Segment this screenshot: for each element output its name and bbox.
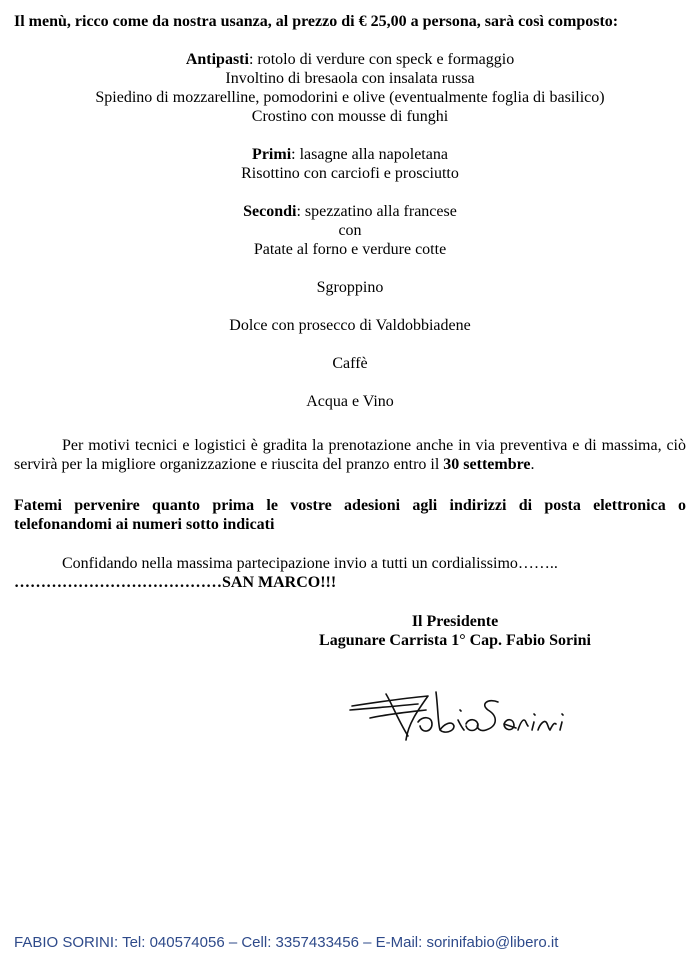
menu-item: Patate al forno e verdure cotte [253, 241, 447, 258]
menu-sgroppino: Sgroppino [316, 279, 384, 296]
signer-name: Lagunare Carrista 1° Cap. Fabio Sorini [319, 632, 591, 649]
secondi-label: Secondi [243, 203, 297, 220]
menu-acqua-vino: Acqua e Vino [306, 393, 394, 410]
menu-secondi-line [0, 202, 700, 221]
menu-item: Risottino con carciofi e prosciutto [241, 165, 459, 182]
menu-item: Crostino con mousse di funghi [251, 108, 449, 125]
primi-label: Primi [252, 146, 292, 163]
primi-first-item: : lasagne alla napoletana [291, 146, 448, 163]
booking-text: Per motivi tecnici e logistici è gradita la prenotazione anche in via preventiva e di massima, ciò servirà per la migliore organizzazione e riuscita del pranzo entro il [14, 437, 686, 473]
booking-deadline: 30 settembre [443, 456, 531, 473]
menu-item: Involtino di bresaola con insalata russa [225, 70, 475, 87]
booking-paragraph [14, 436, 686, 474]
booking-end: . [530, 456, 535, 473]
menu-antipasti-line [0, 50, 700, 69]
closing-text: Confidando nella massima partecipazione invio a tutti un cordialissimo…….. [62, 555, 558, 572]
contact-request-paragraph: Fatemi pervenire quanto prima le vostre adesioni agli indirizzi di posta elettronica o telefonandomi ai numeri sotto indicati [14, 497, 686, 533]
menu-dolce: Dolce con prosecco di Valdobbiadene [229, 317, 471, 334]
antipasti-first-item: : rotolo di verdure con speck e formaggio [248, 51, 515, 68]
closing-paragraph [14, 554, 686, 592]
menu-caffe: Caffè [332, 355, 368, 372]
handwritten-signature [348, 680, 568, 750]
signature-block [310, 612, 600, 650]
antipasti-label: Antipasti [185, 51, 249, 68]
menu-list [0, 50, 700, 411]
contact-footer: FABIO SORINI: Tel: 040574056 – Cell: 3357433456 – E-Mail: sorinifabio@libero.it [14, 934, 559, 951]
intro-text: Il menù, ricco come da nostra usanza, al prezzo di € 25,00 a persona, sarà così composto: [14, 13, 619, 30]
secondi-first-item: : spezzatino alla francese [296, 203, 457, 220]
closing-san-marco: …………………………………SAN MARCO!!! [14, 574, 337, 591]
menu-primi-line [0, 145, 700, 164]
menu-item: con [338, 222, 362, 239]
signer-role: Il Presidente [411, 613, 499, 630]
menu-item: Spiedino di mozzarelline, pomodorini e olive (eventualmente foglia di basilico) [95, 89, 605, 106]
